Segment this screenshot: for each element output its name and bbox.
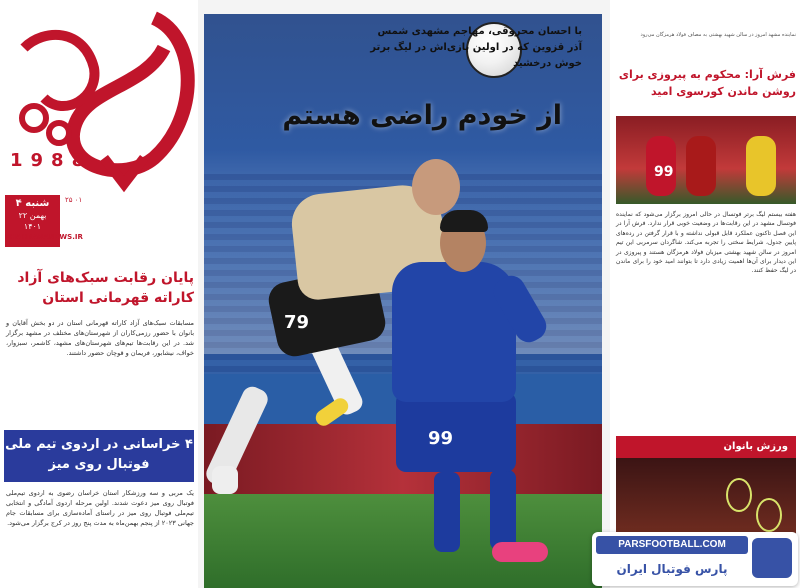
date-badge: ۲۵ ۰۱ [65, 196, 83, 204]
futsal-player-number: 99 [654, 164, 674, 180]
futsal-story-title: فرش آرا: محکوم به پیروزی برای روشن ماندن کورسوی امید [618, 68, 796, 98]
right-column [610, 0, 800, 588]
women-sports-header [616, 436, 796, 458]
parsfootball-logo-icon [752, 538, 792, 578]
women-sports-title: ورزش بانوان [723, 441, 788, 452]
player-1-number: 79 [284, 312, 310, 333]
player-1-head [412, 159, 460, 215]
foosball-story-title: ۴ خراسانی در اردوی تیم ملی فوتبال روی میز [5, 437, 193, 472]
futsal-story-body: هفته بیستم لیگ برتر فوتسال در حالی امروز برگزار می‌شود که نماینده فوتسال مشهد در این رقابت‌ها در وضعیت خوبی قرار ندارد. فرش آرا در این فصل تاکنون عملکرد قابل قبولی نداشته و با قرار گرفتن در رده‌های پایین جدول، شرایط سختی را تجربه می‌کند. شاگردان سرمربی این تیم امروز در سالن شهید بهشتی میزبان فولاد هرمزگان هستند و پیروزی در این دیدار برای آن‌ها اهمیت زیادی دارد تا بتوانند امید خود را برای ماندن در لیگ حفظ کنند. [616, 211, 796, 275]
player-2-sock [434, 472, 460, 552]
cover-headline: از خودم راضی هستم [282, 100, 562, 131]
karate-story [6, 268, 194, 358]
left-column [0, 0, 198, 588]
cover-photo [204, 14, 602, 588]
watermark-url: PARSFOOTBALL.COM [596, 536, 748, 554]
foosball-story-body: یک مربی و سه ورزشکار استان خراسان رضوی به اردوی تیم‌ملی فوتبال روی میز دعوت شدند. اولین مرحله اردوی آمادگی و انتخابی تیم‌ملی فوتبال روی میز در راستای آماده‌سازی برای مسابقات جام جهانی ۲۰۲۳ از پنجم بهمن‌ماه به مدت پنج روز در کرج برگزار می‌شود. [6, 489, 194, 527]
parsfootball-watermark [592, 532, 798, 586]
masthead-year: 1988 [10, 150, 93, 171]
player-2-sock-2 [490, 470, 516, 550]
pitch [204, 494, 602, 588]
racket-icon-2 [756, 498, 782, 532]
karate-story-body: مسابقات سبک‌های آزاد کاراته قهرمانی استان در دو بخش آقایان و بانوان با حضور رزمی‌کاران از شهرستان‌های مختلف در مشهد برگزار شد. در این رقابت‌ها تیم‌های شهرستان‌های مشهد، کاشمر، سبزوار، خواف، نیشابور، فریمان و قوچان حضور داشتند. [6, 319, 194, 357]
karate-story-title: پایان رقابت سبک‌های آزاد کاراته قهرمانی استان [17, 270, 194, 306]
date-line-1: ۲۲ بهمن [18, 211, 47, 220]
futsal-kicker: نماینده مشهد امروز در سالن شهید بهشتی به مصاف فولاد هرمزگان می‌رود [640, 32, 796, 38]
foosball-story-header [4, 430, 194, 482]
player-2-number: 99 [428, 428, 454, 449]
day-label: ۴ شنبه [15, 198, 50, 209]
futsal-player-yellow [746, 136, 776, 196]
player-2-hair [440, 210, 488, 232]
cover-subheadline: با احسان محروقی، مهاجم مشهدی شمس آذر قزوین که در اولین بازی‌اش در لیگ برتر خوش درخشید [370, 26, 582, 69]
watermark-brand: پارس فوتبال ایران [616, 562, 728, 576]
futsal-photo [616, 116, 796, 204]
masthead [0, 0, 198, 248]
pink-boot [492, 542, 548, 562]
date-line-2: ۱۴۰۱ [23, 222, 42, 231]
white-boot [212, 466, 238, 494]
player-blue-shorts [396, 392, 516, 472]
futsal-player-red-2 [686, 136, 716, 196]
website-url: SHAHRARANEWS.IR [5, 233, 83, 241]
racket-icon [726, 478, 752, 512]
